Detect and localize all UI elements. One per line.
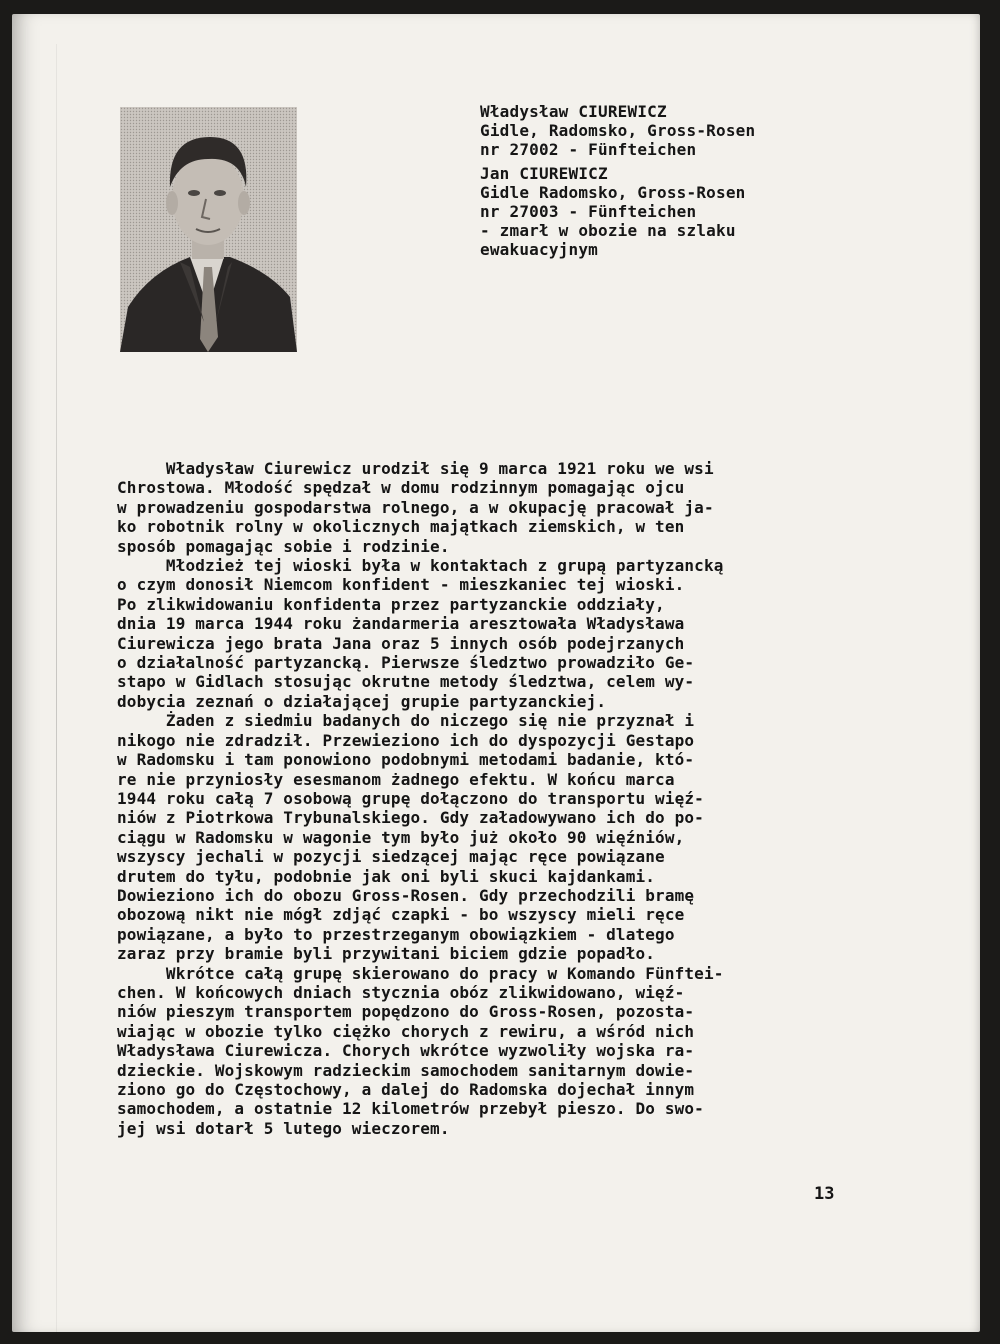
body-line: zaraz przy bramie byli przywitani biciem gdzie popadło. bbox=[117, 944, 656, 964]
body-line: wszyscy jechali w pozycji siedzącej mając ręce powiązane bbox=[117, 847, 665, 867]
portrait-image bbox=[120, 107, 297, 352]
body-line: o działalność partyzancką. Pierwsze śledztwo prowadziło Ge- bbox=[117, 653, 695, 673]
body-line: wiając w obozie tylko ciężko chorych z rewiru, a wśród nich bbox=[117, 1021, 695, 1041]
caption-jan bbox=[480, 164, 840, 259]
body-line: dnia 19 marca 1944 roku żandarmeria aresztowała Władysława bbox=[117, 614, 685, 634]
body-line: powiązane, a było to przestrzeganym obowiązkiem - dlatego bbox=[117, 924, 675, 944]
body-line: samochodem, a ostatnie 12 kilometrów przebył pieszo. Do swo- bbox=[117, 1099, 704, 1119]
binding-gutter bbox=[56, 44, 57, 1334]
body-line: nikogo nie zdradził. Przewieziono ich do dyspozycji Gestapo bbox=[117, 730, 695, 750]
body-line: 1944 roku całą 7 osobową grupę dołączono do transportu więź- bbox=[117, 788, 704, 808]
caption-line: - zmarł w obozie na szlaku bbox=[480, 221, 736, 240]
body-line: Władysław Ciurewicz urodził się 9 marca 1921 roku we wsi bbox=[117, 459, 714, 478]
caption-line: ewakuacyjnym bbox=[480, 240, 598, 259]
body-line: w prowadzeniu gospodarstwa rolnego, a w okupację pracował ja- bbox=[117, 497, 714, 517]
page-number: 13 bbox=[814, 1184, 835, 1204]
body-line: stapo w Gidlach stosując okrutne metody śledztwa, celem wy- bbox=[117, 672, 695, 692]
caption-line: nr 27003 - Fünfteichen bbox=[480, 202, 697, 221]
body-line: drutem do tyłu, podobnie jak oni byli skuci kajdankami. bbox=[117, 866, 656, 886]
caption-wladyslaw bbox=[480, 102, 840, 159]
caption-line: Władysław CIUREWICZ bbox=[480, 102, 667, 121]
caption-line: Jan CIUREWICZ bbox=[480, 164, 608, 183]
body-line: ziono go do Częstochowy, a dalej do Radomska dojechał innym bbox=[117, 1080, 695, 1099]
body-line: Władysława Ciurewicza. Chorych wkrótce wyzwoliły wojska ra- bbox=[117, 1041, 695, 1061]
body-line: Żaden z siedmiu badanych do niczego się nie przyznał i bbox=[117, 711, 695, 731]
body-line: Ciurewicza jego brata Jana oraz 5 innych osób podejrzanych bbox=[117, 633, 685, 653]
caption-line: Gidle, Radomsko, Gross-Rosen bbox=[480, 121, 756, 140]
body-line: dzieckie. Wojskowym radzieckim samochodem sanitarnym dowie- bbox=[117, 1060, 695, 1080]
photo-caption bbox=[480, 102, 840, 264]
body-line: re nie przyniosły esesmanom żadnego efektu. W końcu marca bbox=[117, 769, 675, 789]
body-line: o czym donosił Niemcom konfident - mieszkaniec tej wioski. bbox=[117, 575, 685, 595]
body-line: Dowieziono ich do obozu Gross-Rosen. Gdy przechodzili bramę bbox=[117, 885, 695, 905]
article-body bbox=[117, 459, 857, 1138]
caption-line: nr 27002 - Fünfteichen bbox=[480, 140, 697, 159]
body-line: niów z Piotrkowa Trybunalskiego. Gdy załadowywano ich do po- bbox=[117, 808, 704, 828]
body-line: sposób pomagając sobie i rodzinie. bbox=[117, 536, 450, 556]
body-line: ciągu w Radomsku w wagonie tym było już około 90 więźniów, bbox=[117, 827, 685, 847]
body-line: Młodzież tej wioski była w kontaktach z grupą partyzancką bbox=[117, 556, 724, 576]
body-line: w Radomsku i tam ponowiono podobnymi metodami badanie, któ- bbox=[117, 750, 695, 770]
body-line: obozową nikt nie mógł zdjąć czapki - bo wszyscy mieli ręce bbox=[117, 905, 685, 925]
body-line: jej wsi dotarł 5 lutego wieczorem. bbox=[117, 1118, 450, 1138]
body-line: Po zlikwidowaniu konfidenta przez partyzanckie oddziały, bbox=[117, 594, 665, 614]
caption-line: Gidle Radomsko, Gross-Rosen bbox=[480, 183, 746, 202]
portrait-photo bbox=[120, 107, 297, 352]
body-line: Chrostowa. Młodość spędzał w domu rodzinnym pomagając ojcu bbox=[117, 478, 685, 498]
body-line: ko robotnik rolny w okolicznych majątkach ziemskich, w ten bbox=[117, 517, 685, 537]
body-line: dobycia zeznań o działającej grupie partyzanckiej. bbox=[117, 691, 607, 711]
body-line: Wkrótce całą grupę skierowano do pracy w Komando Fünftei- bbox=[117, 963, 724, 983]
body-line: niów pieszym transportem popędzono do Gross-Rosen, pozosta- bbox=[117, 1002, 695, 1022]
body-line: chen. W końcowych dniach stycznia obóz zlikwidowano, więź- bbox=[117, 982, 685, 1002]
